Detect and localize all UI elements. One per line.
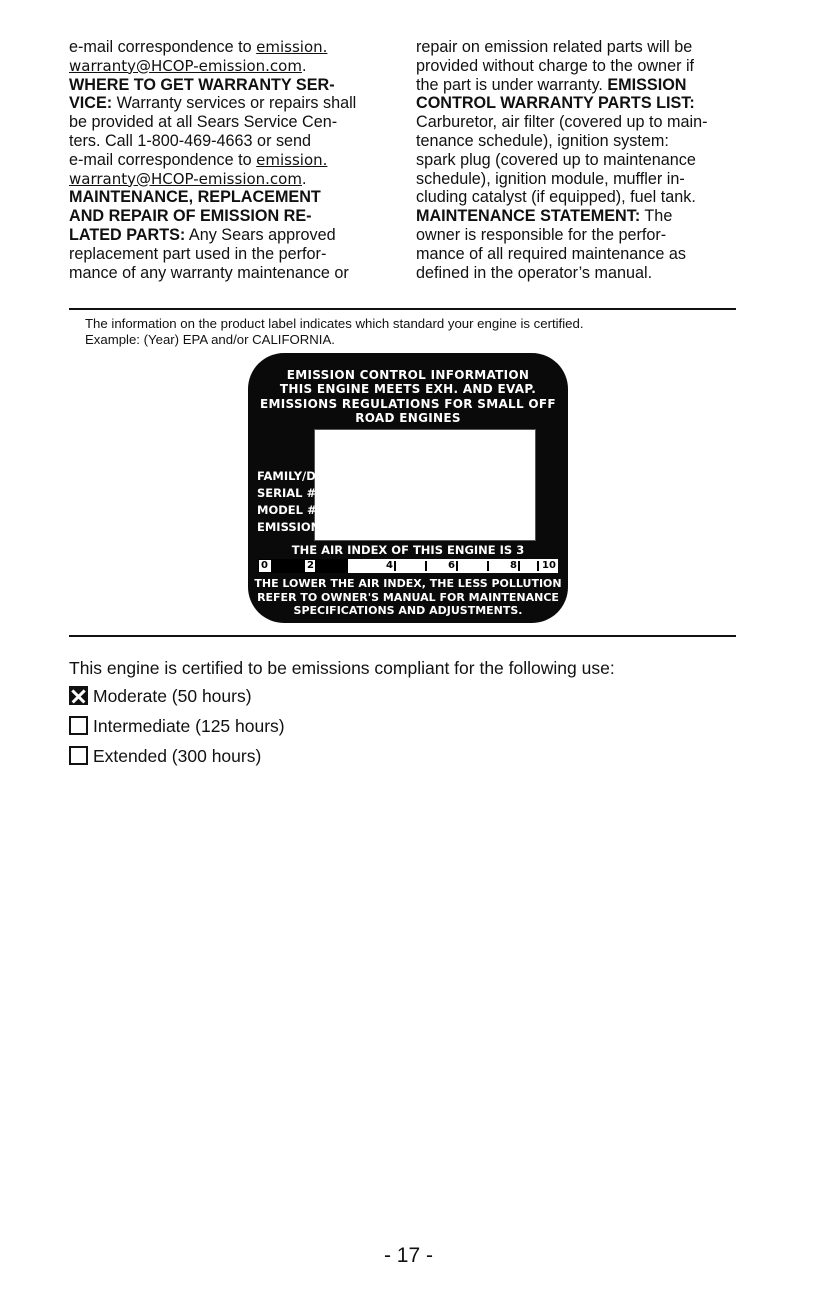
- left-text-column: [69, 38, 404, 282]
- text-line: the part is under warranty. EMISSION: [416, 75, 687, 94]
- label-info-line: The information on the product label indicates which standard your engine is certified.: [85, 316, 584, 331]
- divider: [69, 308, 736, 310]
- text-line: spark plug (covered up to maintenance: [416, 150, 696, 169]
- label-info-note: [85, 316, 735, 347]
- option-label: Moderate (50 hours): [93, 686, 252, 706]
- scale-number: 8: [510, 560, 517, 571]
- label-info-line: Example: (Year) EPA and/or CALIFORNIA.: [85, 331, 335, 347]
- scale-fill: [272, 559, 304, 573]
- checkbox-icon[interactable]: [69, 716, 88, 735]
- text-line: e-mail correspondence to emission.: [69, 150, 328, 169]
- label-footer-line: SPECIFICATIONS AND ADJUSTMENTS.: [293, 604, 523, 617]
- label-field-model: MODEL #: [257, 503, 317, 517]
- certification-intro: This engine is certified to be emissions compliant for the following use:: [69, 658, 615, 678]
- emission-control-label: [248, 353, 568, 623]
- text-line: warranty@HCOP-emission.com.: [69, 56, 307, 75]
- divider: [69, 635, 736, 637]
- text-line: owner is responsible for the perfor-: [416, 225, 667, 244]
- label-field-emission: EMISSION: [257, 520, 321, 534]
- label-heading-line: EMISSIONS REGULATIONS FOR SMALL OFF: [260, 396, 556, 411]
- checked-box-icon[interactable]: [69, 686, 88, 705]
- label-heading-line: ROAD ENGINES: [355, 411, 461, 426]
- label-heading-line: EMISSION CONTROL INFORMATION: [286, 368, 530, 382]
- air-index-scale: [258, 559, 558, 573]
- text-line: provided without charge to the owner if: [416, 56, 695, 75]
- text-line: VICE: Warranty services or repairs shall: [69, 94, 357, 113]
- label-footer: [248, 577, 568, 618]
- scale-tick: [518, 561, 520, 571]
- scale-tick: [456, 561, 458, 571]
- text-line: be provided at all Sears Service Cen-: [69, 113, 338, 132]
- label-heading: [248, 368, 568, 426]
- scale-fill: [316, 559, 348, 573]
- option-label: Extended (300 hours): [93, 746, 262, 766]
- scale-tick: [425, 561, 427, 571]
- scale-tick: [487, 561, 489, 571]
- text-line: schedule), ignition module, muffler in-: [416, 169, 685, 188]
- label-footer-line: REFER TO OWNER'S MANUAL FOR MAINTENANCE: [257, 590, 559, 604]
- scale-number: 10: [542, 560, 556, 571]
- scale-number: 2: [307, 560, 314, 571]
- text-line: MAINTENANCE STATEMENT: The: [416, 207, 673, 226]
- text-line: defined in the operator’s manual.: [416, 263, 653, 282]
- text-line: mance of any warranty maintenance or: [69, 263, 349, 282]
- option-moderate[interactable]: [69, 686, 252, 706]
- email-link[interactable]: warranty@HCOP-emission.com: [69, 169, 302, 188]
- scale-number: 0: [261, 560, 268, 571]
- text-line: cluding catalyst (if equipped), fuel tank.: [416, 188, 696, 207]
- air-index-statement: THE AIR INDEX OF THIS ENGINE IS 3: [291, 543, 525, 557]
- label-footer-line: THE LOWER THE AIR INDEX, THE LESS POLLUTION: [254, 577, 562, 590]
- text-line: e-mail correspondence to emission.: [69, 38, 328, 56]
- text-line: replacement part used in the perfor-: [69, 244, 327, 263]
- scale-number: 4: [386, 560, 393, 571]
- label-field-serial: SERIAL #: [257, 486, 317, 500]
- section-heading: CONTROL WARRANTY PARTS LIST:: [416, 94, 695, 113]
- option-label: Intermediate (125 hours): [93, 716, 285, 736]
- right-text-column: [416, 38, 751, 282]
- text-line: warranty@HCOP-emission.com.: [69, 169, 307, 188]
- email-link[interactable]: emission.: [256, 150, 328, 169]
- text-line: repair on emission related parts will be: [416, 38, 693, 56]
- checkbox-icon[interactable]: [69, 746, 88, 765]
- scale-tick: [394, 561, 396, 571]
- option-intermediate[interactable]: [69, 716, 285, 736]
- section-heading: AND REPAIR OF EMISSION RE-: [69, 207, 312, 226]
- label-blank-area: [314, 429, 536, 541]
- section-heading: WHERE TO GET WARRANTY SER-: [69, 75, 335, 94]
- email-link[interactable]: emission.: [256, 38, 328, 56]
- label-heading-line: THIS ENGINE MEETS EXH. AND EVAP.: [279, 382, 537, 397]
- text-line: mance of all required maintenance as: [416, 244, 686, 263]
- page-number: - 17 -: [383, 1244, 433, 1267]
- text-line: Carburetor, air filter (covered up to main-: [416, 113, 708, 132]
- scale-number: 6: [448, 560, 455, 571]
- text-line: ters. Call 1-800-469-4663 or send: [69, 131, 312, 150]
- email-link[interactable]: warranty@HCOP-emission.com: [69, 56, 302, 75]
- text-line: tenance schedule), ignition system:: [416, 131, 669, 150]
- text-line: LATED PARTS: Any Sears approved: [69, 225, 336, 244]
- label-field-family: FAMILY/DISP.: [257, 469, 340, 483]
- section-heading: MAINTENANCE, REPLACEMENT: [69, 188, 321, 207]
- scale-tick: [537, 561, 539, 571]
- option-extended[interactable]: [69, 746, 261, 766]
